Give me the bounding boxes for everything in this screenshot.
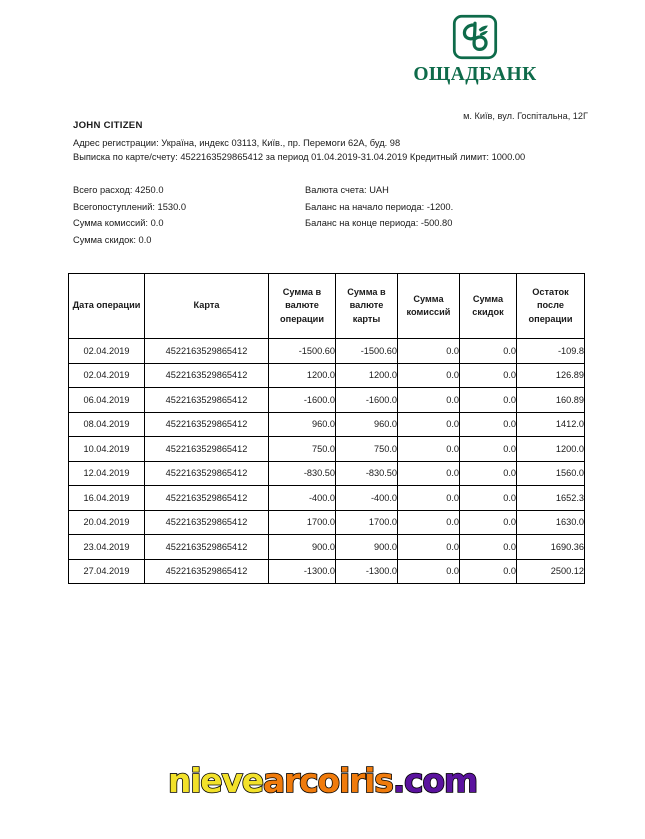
watermark-part-arcoiris: arcoiris [263, 761, 393, 800]
cell-commission: 0.0 [398, 461, 460, 486]
cell-date: 27.04.2019 [69, 559, 145, 584]
cell-commission: 0.0 [398, 388, 460, 413]
cell-balance: 1412.0 [517, 412, 585, 437]
cell-balance: 1560.0 [517, 461, 585, 486]
summary-total-discount: Сумма скидок: 0.0 [73, 234, 152, 245]
cell-amount-operation: 750.0 [269, 437, 336, 462]
cell-amount-card: -400.0 [336, 486, 398, 511]
cell-date: 23.04.2019 [69, 535, 145, 560]
cell-discount: 0.0 [460, 535, 517, 560]
column-header-balance-after: Остаток после операции [517, 274, 585, 339]
cell-balance: 1652.3 [517, 486, 585, 511]
cell-discount: 0.0 [460, 388, 517, 413]
table-row [69, 339, 585, 364]
cell-amount-operation: 1200.0 [269, 363, 336, 388]
table-row [69, 559, 585, 584]
cell-card: 4522163529865412 [145, 363, 269, 388]
cell-card: 4522163529865412 [145, 559, 269, 584]
cell-amount-operation: -1300.0 [269, 559, 336, 584]
cell-discount: 0.0 [460, 510, 517, 535]
cell-balance: 2500.12 [517, 559, 585, 584]
customer-block [73, 120, 573, 165]
table-row [69, 461, 585, 486]
cell-date: 06.04.2019 [69, 388, 145, 413]
column-header-discount: Сумма скидок [460, 274, 517, 339]
cell-discount: 0.0 [460, 339, 517, 364]
bank-address: м. Київ, вул. Госпітальна, 12Г [463, 111, 588, 121]
cell-amount-operation: -1500.60 [269, 339, 336, 364]
cell-discount: 0.0 [460, 559, 517, 584]
cell-amount-operation: -830.50 [269, 461, 336, 486]
cell-amount-operation: -400.0 [269, 486, 336, 511]
cell-date: 02.04.2019 [69, 339, 145, 364]
cell-discount: 0.0 [460, 486, 517, 511]
cell-commission: 0.0 [398, 535, 460, 560]
cell-balance: 160.89 [517, 388, 585, 413]
cell-amount-card: 750.0 [336, 437, 398, 462]
table-row [69, 388, 585, 413]
cell-amount-card: 960.0 [336, 412, 398, 437]
bank-name: ОЩАДБАНК [413, 64, 537, 85]
summary-total-commission: Сумма комиссий: 0.0 [73, 218, 164, 229]
cell-amount-card: -1600.0 [336, 388, 398, 413]
cell-date: 02.04.2019 [69, 363, 145, 388]
cell-balance: 126.89 [517, 363, 585, 388]
cell-amount-operation: 900.0 [269, 535, 336, 560]
cell-amount-operation: 960.0 [269, 412, 336, 437]
summary-block [73, 182, 578, 248]
summary-column-right [305, 182, 578, 248]
cell-amount-card: 1200.0 [336, 363, 398, 388]
column-header-amount-card-currency: Сумма в валюте карты [336, 274, 398, 339]
registration-address: Адрес регистрации: Україна, индекс 03113, Київ., пр. Перемоги 62А, буд. 98 [73, 138, 401, 148]
cell-card: 4522163529865412 [145, 437, 269, 462]
table-row [69, 412, 585, 437]
column-header-commission: Сумма комиссий [398, 274, 460, 339]
cell-amount-card: -830.50 [336, 461, 398, 486]
cell-card: 4522163529865412 [145, 412, 269, 437]
cell-amount-operation: -1600.0 [269, 388, 336, 413]
cell-balance: 1630.0 [517, 510, 585, 535]
cell-date: 20.04.2019 [69, 510, 145, 535]
cell-amount-card: 900.0 [336, 535, 398, 560]
cell-card: 4522163529865412 [145, 486, 269, 511]
summary-total-income: Всегопоступлений: 1530.0 [73, 201, 186, 212]
bank-address-wrap [360, 100, 590, 121]
summary-total-expenses: Всего расход: 4250.0 [73, 185, 164, 195]
table-row [69, 510, 585, 535]
cell-date: 08.04.2019 [69, 412, 145, 437]
cell-date: 10.04.2019 [69, 437, 145, 462]
summary-closing-balance: Баланс на конце периода: -500.80 [305, 218, 453, 229]
cell-card: 4522163529865412 [145, 535, 269, 560]
cell-discount: 0.0 [460, 363, 517, 388]
column-header-card: Карта [145, 274, 269, 339]
table-header-row [69, 274, 585, 339]
cell-commission: 0.0 [398, 339, 460, 364]
cell-card: 4522163529865412 [145, 461, 269, 486]
cell-date: 12.04.2019 [69, 461, 145, 486]
cell-amount-card: 1700.0 [336, 510, 398, 535]
cell-amount-card: -1500.60 [336, 339, 398, 364]
statement-period-line: Выписка по карте/счету: 4522163529865412 за период 01.04.2019-31.04.2019 Кредитный лимит: 1000.00 [73, 152, 526, 163]
cell-balance: -109.8 [517, 339, 585, 364]
cell-date: 16.04.2019 [69, 486, 145, 511]
transactions-table [68, 273, 585, 584]
column-header-date: Дата операции [69, 274, 145, 339]
cell-card: 4522163529865412 [145, 339, 269, 364]
watermark-part-nieve: nieve [167, 761, 263, 800]
cell-commission: 0.0 [398, 363, 460, 388]
cell-commission: 0.0 [398, 559, 460, 584]
watermark-part-domain: .com [392, 761, 478, 800]
cell-balance: 1690.36 [517, 535, 585, 560]
cell-card: 4522163529865412 [145, 510, 269, 535]
watermark [0, 761, 645, 800]
table-row [69, 535, 585, 560]
cell-discount: 0.0 [460, 412, 517, 437]
summary-column-left [73, 182, 305, 248]
cell-balance: 1200.0 [517, 437, 585, 462]
cell-commission: 0.0 [398, 437, 460, 462]
column-header-amount-operation-currency: Сумма в валюте операции [269, 274, 336, 339]
transactions-table-wrapper [68, 273, 584, 584]
cell-discount: 0.0 [460, 437, 517, 462]
transactions-table-body [69, 339, 585, 584]
summary-account-currency: Валюта счета: UAH [305, 185, 389, 195]
cell-amount-card: -1300.0 [336, 559, 398, 584]
table-row [69, 437, 585, 462]
table-row [69, 363, 585, 388]
cell-commission: 0.0 [398, 486, 460, 511]
summary-opening-balance: Баланс на начало периода: -1200. [305, 201, 454, 212]
cell-commission: 0.0 [398, 510, 460, 535]
table-row [69, 486, 585, 511]
cell-card: 4522163529865412 [145, 388, 269, 413]
bank-letterhead [360, 14, 590, 85]
cell-discount: 0.0 [460, 461, 517, 486]
cell-commission: 0.0 [398, 412, 460, 437]
customer-name: JOHN CITIZEN [73, 120, 143, 131]
cell-amount-operation: 1700.0 [269, 510, 336, 535]
oschadbank-leaf-logo-icon [452, 14, 498, 60]
